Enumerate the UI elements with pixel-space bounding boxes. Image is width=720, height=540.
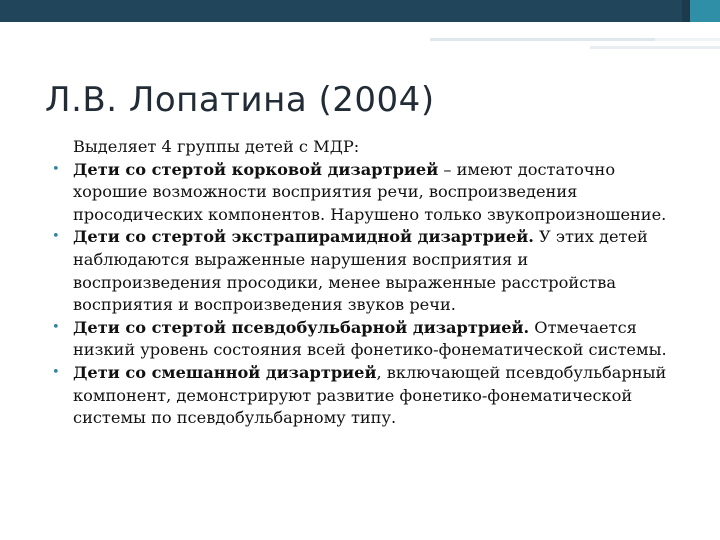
- item-text: Отмечается низкий уровень состояния всей фонетико-фонематической системы.: [73, 317, 667, 360]
- decorative-line: [430, 38, 665, 41]
- list-item: [50, 362, 680, 430]
- decorative-line: [655, 38, 720, 41]
- item-text: У этих детей наблюдаются выраженные нарушения восприятия и воспроизведения просодики, менее выраженные расстройства восприятия и воспроизведения звуков речи.: [73, 227, 648, 315]
- header-accent: [690, 0, 720, 22]
- item-title: Дети со стертой псевдобульбарной дизартрией.: [73, 317, 530, 337]
- item-text: – имеют достаточно хорошие возможности восприятия речи, воспроизведения просодических компонентов. Нарушено только звукопроизношение.: [73, 159, 667, 224]
- bullet-icon: •: [52, 161, 60, 177]
- list-item: [50, 317, 680, 362]
- bullet-icon: •: [52, 319, 60, 335]
- list-item: [50, 159, 680, 227]
- list-item: [50, 226, 680, 316]
- header-bar: [0, 0, 720, 22]
- item-title: Дети со стертой экстрапирамидной дизартрией.: [73, 227, 534, 247]
- bullet-icon: •: [52, 364, 60, 380]
- group-list: [50, 159, 680, 430]
- item-text: , включающей псевдобульбарный компонент, демонстрируют развитие фонетико-фонематической системы по псевдобульбарному типу.: [73, 362, 667, 428]
- decorative-line: [590, 46, 720, 49]
- item-title: Дети со стертой корковой дизартрией: [73, 159, 439, 179]
- intro-text: Выделяет 4 группы детей с МДР:: [73, 137, 360, 156]
- slide-body: [50, 136, 680, 430]
- bullet-icon: •: [52, 229, 60, 245]
- slide-title: Л.В. Лопатина (2004): [45, 80, 435, 120]
- header-accent-dark: [682, 0, 690, 22]
- item-title: Дети со смешанной дизартрией: [73, 362, 377, 382]
